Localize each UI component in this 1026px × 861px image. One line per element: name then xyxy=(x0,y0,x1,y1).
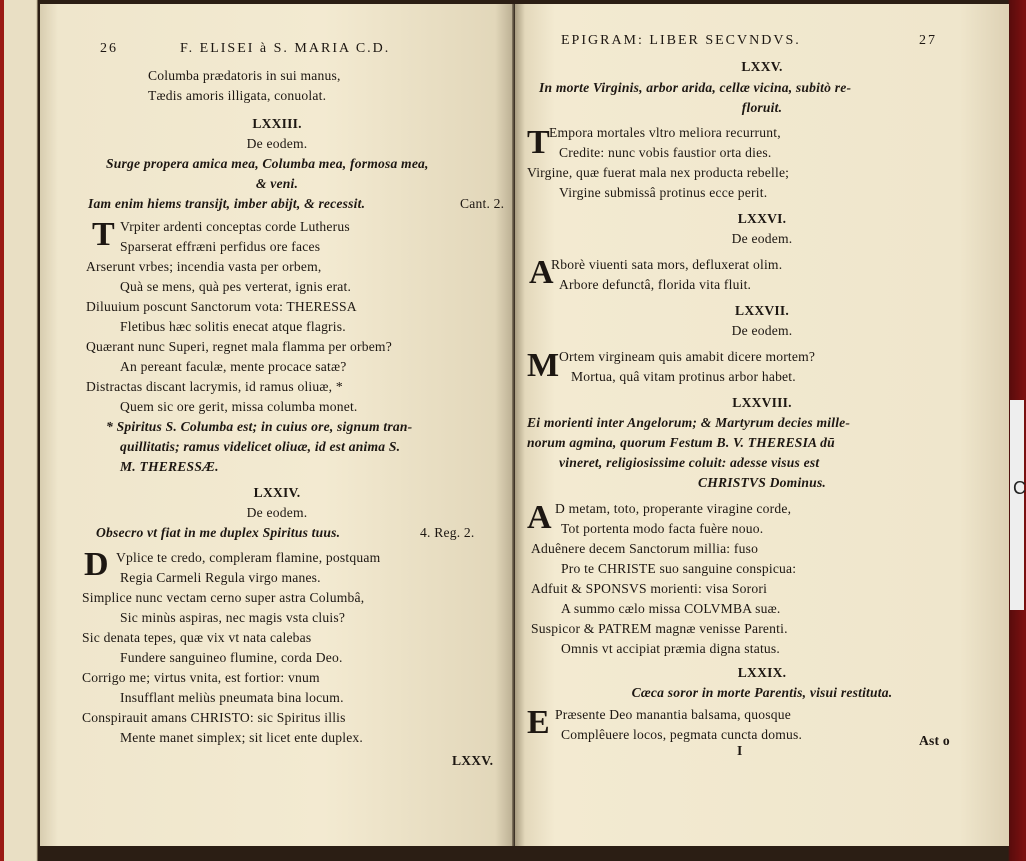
verse-line: A summo cælo missa COLVMBA suæ. xyxy=(561,601,781,616)
epigram-title: De eodem. xyxy=(731,231,793,246)
verse-line: Sic minùs aspiras, nec magis vsta cluis? xyxy=(120,610,346,625)
verse-line: Virgine submissâ protinus ecce perit. xyxy=(559,185,768,200)
epigram-title: De eodem. xyxy=(246,136,308,151)
verse-line: D metam, toto, properante viragine corde, xyxy=(555,501,792,516)
footnote-line: * Spiritus S. Columba est; in cuius ore, signum tran- xyxy=(106,419,413,434)
right-running-head: EPIGRAM: LIBER SECVNDVS. xyxy=(561,33,801,48)
footnote-line: quillitatis; ramus videlicet oliuæ, id est anima S. xyxy=(120,439,401,454)
scripture-reference: Cant. 2. xyxy=(460,196,505,211)
right-page xyxy=(515,4,1009,846)
epigraph-line: & veni. xyxy=(255,176,299,191)
epigram-number: LXXV. xyxy=(741,59,783,74)
scripture-reference: 4. Reg. 2. xyxy=(420,525,475,540)
verse-line: Insufflant meliùs pneumata bina locum. xyxy=(120,690,344,705)
verse-line: Suspicor & PATREM magnæ venisse Parenti. xyxy=(531,621,788,636)
verse-line: Regia Carmeli Regula virgo manes. xyxy=(120,570,321,585)
verse-line: Præsente Deo manantia balsama, quosque xyxy=(555,707,791,722)
drop-cap: A xyxy=(527,499,552,536)
epigraph-line: Surge propera amica mea, Columba mea, formosa mea, xyxy=(106,156,429,171)
epigram-number: LXXVI. xyxy=(737,211,787,226)
epigram-title: De eodem. xyxy=(246,505,308,520)
epigraph-line: floruit. xyxy=(741,100,783,115)
verse-line: Corrigo me; virtus vnita, est fortior: vnum xyxy=(82,670,320,685)
catchword: LXXV. xyxy=(452,753,494,768)
verse-line: Mente manet simplex; sit licet ente duplex. xyxy=(120,730,364,745)
verse-line: Empora mortales vltro meliora recurrunt, xyxy=(549,125,781,140)
epigraph-line: Iam enim hiems transijt, imber abijt, & recessit. xyxy=(88,196,366,211)
epigraph-line: Obsecro vt fiat in me duplex Spiritus tuus. xyxy=(96,525,341,540)
drop-cap: T xyxy=(527,124,550,161)
epigram-number: LXXIII. xyxy=(252,116,302,131)
verse-line: Pro te CHRISTE suo sanguine conspicua: xyxy=(561,561,797,576)
drop-cap: D xyxy=(84,546,109,583)
verse-line: Sparserat effræni perfidus ore faces xyxy=(120,239,321,254)
verse-line: Columba prædatoris in sui manus, xyxy=(148,68,341,83)
verse-line: Adfuit & SPONSVS morienti: visa Sorori xyxy=(531,581,768,596)
verse-line: An pereant faculæ, mente procace satæ? xyxy=(120,359,347,374)
verse-line: Fundere sanguineo flumine, corda Deo. xyxy=(120,650,343,665)
epigraph-line: CHRISTVS Dominus. xyxy=(697,475,827,490)
verse-line: Complêuere locos, pegmata cuncta domus. xyxy=(561,727,803,742)
verse-line: Aduênere decem Sanctorum millia: fuso xyxy=(531,541,759,556)
right-edge-paper-strip xyxy=(1010,400,1024,610)
epigram-number: LXXIX. xyxy=(737,665,787,680)
epigraph-line: norum agmina, quorum Festum B. V. THERESIA dū xyxy=(527,435,835,450)
verse-line: Distractas discant lacrymis, id ramus oliuæ, * xyxy=(86,379,343,394)
verse-line: Vrpiter ardenti conceptas corde Lutherus xyxy=(120,219,350,234)
epigram-number: LXXIV. xyxy=(253,485,301,500)
verse-line: Omnis vt accipiat præmia digna status. xyxy=(561,641,781,656)
verse-line: Vplice te credo, compleram flamine, postquam xyxy=(116,550,381,565)
verse-line: Sic denata tepes, quæ vix vt nata calebas xyxy=(82,630,312,645)
catchword: Ast o xyxy=(919,733,950,748)
verse-line: Arserunt vrbes; incendia vasta per orbem, xyxy=(86,259,322,274)
verse-line: Tædis amoris illigata, conuolat. xyxy=(148,88,327,103)
verse-line: Ortem virgineam quis amabit dicere mortem? xyxy=(559,349,816,364)
verse-line: Quærant nunc Superi, regnet mala flamma per orbem? xyxy=(86,339,392,354)
right-edge-letter: C xyxy=(1013,478,1026,498)
verse-line: Rborè viuenti sata mors, defluxerat olim. xyxy=(551,257,783,272)
right-page-number: 27 xyxy=(919,33,937,48)
verse-line: Mortua, quâ vitam protinus arbor habet. xyxy=(571,369,796,384)
verse-line: Conspirauit amans CHRISTO: sic Spiritus illis xyxy=(82,710,346,725)
epigraph-line: Ei morienti inter Angelorum; & Martyrum decies mille- xyxy=(527,415,851,430)
verse-line: Arbore defunctâ, florida vita fluit. xyxy=(559,277,752,292)
verse-line: Simplice nunc vectam cerno super astra Columbâ, xyxy=(82,590,365,605)
epigram-number: LXXVII. xyxy=(735,303,789,318)
footnote-line: M. THERESSÆ. xyxy=(120,459,219,474)
verse-line: Quem sic ore gerit, missa columba monet. xyxy=(120,399,358,414)
verse-line: Tot portenta modo facta fuère nouo. xyxy=(561,521,764,536)
verse-line: Virgine, quæ fuerat mala nex producta rebelle; xyxy=(527,165,790,180)
drop-cap: T xyxy=(92,216,115,253)
epigram-number: LXXVIII. xyxy=(732,395,792,410)
verse-line: Quà se mens, quà pes verterat, ignis erat. xyxy=(120,279,352,294)
epigram-title: De eodem. xyxy=(731,323,793,338)
drop-cap: E xyxy=(527,704,550,741)
epigraph-line: In morte Virginis, arbor arida, cellæ vicina, subitò re- xyxy=(539,80,852,95)
drop-cap: M xyxy=(527,347,560,384)
left-page-number: 26 xyxy=(100,41,118,56)
verse-line: Credite: nunc vobis faustior orta dies. xyxy=(559,145,772,160)
verse-line: Diluuium poscunt Sanctorum vota: THERESSA xyxy=(86,299,357,314)
epigraph-line: Cæca soror in morte Parentis, visui restituta. xyxy=(631,685,893,700)
signature-mark: I xyxy=(737,743,743,758)
drop-cap: A xyxy=(529,254,554,291)
left-running-head: F. ELISEI à S. MARIA C.D. xyxy=(180,41,391,56)
left-page xyxy=(40,4,514,846)
verse-line: Fletibus hæc solitis enecat atque flagris. xyxy=(120,319,346,334)
epigraph-line: vineret, religiosissime coluit: adesse visus est xyxy=(559,455,820,470)
